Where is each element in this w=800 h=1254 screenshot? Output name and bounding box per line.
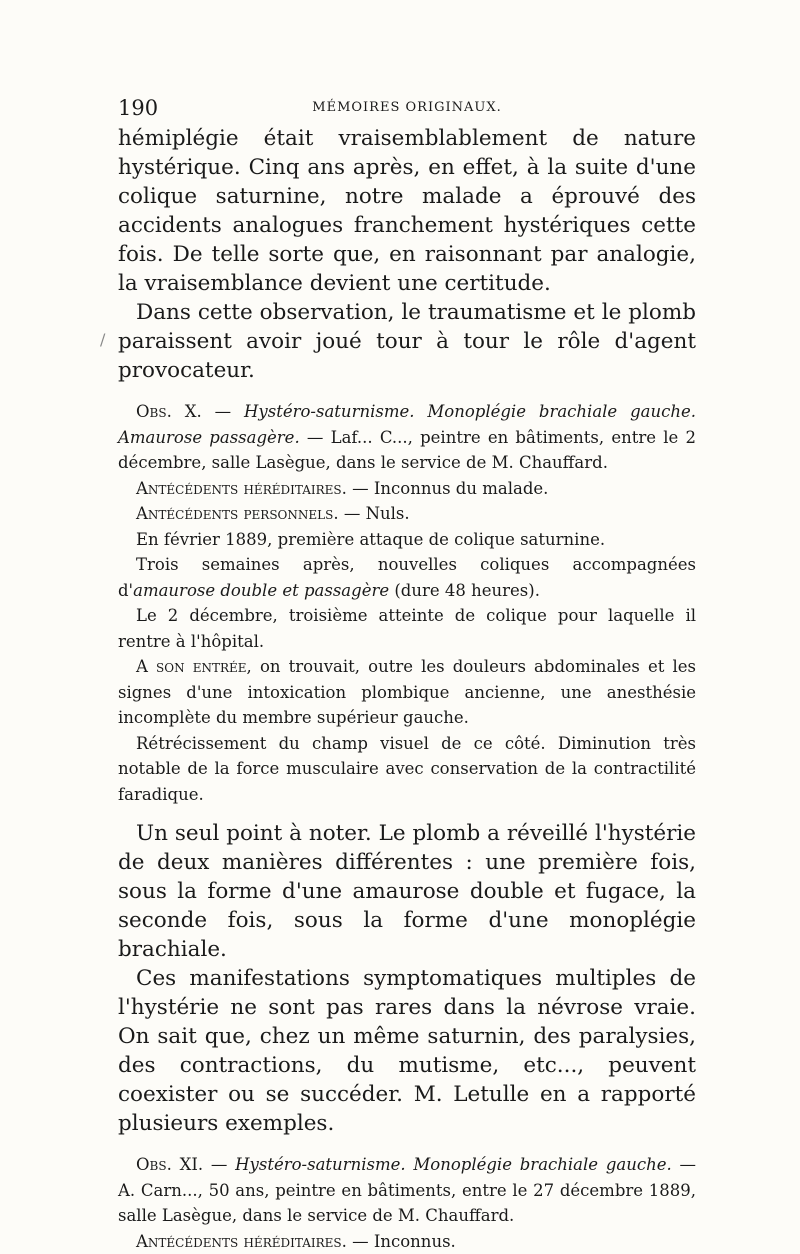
page-number: 190 (118, 96, 158, 120)
observation-x-title: Obs. X. — Hystéro-saturnisme. Monoplégie brachiale gauche. Amaurose passagère. — Laf... C..., peintre en bâtiments, entre le 2 décembre, salle Lasègue, dans le service de M. Chauffard. (118, 399, 696, 476)
page-header (118, 96, 696, 124)
paragraph-manifestations: Ces manifestations symptomatiques multiples de l'hystérie ne sont pas rares dans la névrose vraie. On sait que, chez un même saturnin, des paralysies, des contractions, du mutisme, etc..., peuvent coexister ou se succéder. M. Letulle en a rapporté plusieurs exemples. (118, 964, 696, 1138)
paragraph-seul-point: Un seul point à noter. Le plomb a réveillé l'hystérie de deux manières différentes : une première fois, sous la forme d'une amaurose double et fugace, la seconde fois, sous la forme d'une monoplégie brachiale. (118, 819, 696, 964)
paragraph-traumatisme: Dans cette observation, le traumatisme et le plomb paraissent avoir joué tour à tour le rôle d'agent provocateur. (118, 298, 696, 385)
observation-xi-title: Obs. XI. — Hystéro-saturnisme. Monoplégie brachiale gauche. — A. Carn..., 50 ans, peintre en bâtiments, entre le 27 décembre 1889, salle Lasègue, dans le service de M. Chauffard. (118, 1152, 696, 1229)
observation-x-fevrier: En février 1889, première attaque de colique saturnine. (118, 527, 696, 553)
observation-x-decembre: Le 2 décembre, troisième atteinte de colique pour laquelle il rentre à l'hôpital. (118, 603, 696, 654)
paragraph-continued: hémiplégie était vraisemblablement de nature hystérique. Cinq ans après, en effet, à la suite d'une colique saturnine, notre malade a éprouvé des accidents analogues franchement hystériques cette fois. De telle sorte que, en raisonnant par analogie, la vraisemblance devient une certitude. (118, 124, 696, 298)
running-title: MÉMOIRES ORIGINAUX. (118, 100, 696, 115)
margin-mark: / (100, 330, 105, 349)
observation-x-antecedents-hereditaires: Antécédents héréditaires. — Inconnus du malade. (118, 476, 696, 502)
observation-x-entree: A son entrée, on trouvait, outre les douleurs abdominales et les signes d'une intoxication plombique ancienne, une anesthésie incomplète du membre supérieur gauche. (118, 654, 696, 731)
page (118, 96, 696, 1254)
observation-xi-antecedents-hereditaires: Antécédents héréditaires. — Inconnus. (118, 1229, 696, 1254)
observation-x-trois-semaines: Trois semaines après, nouvelles coliques accompagnées d'amaurose double et passagère (dure 48 heures). (118, 552, 696, 603)
observation-x-retrecissement: Rétrécissement du champ visuel de ce côté. Diminution très notable de la force musculaire avec conservation de la contractilité faradique. (118, 731, 696, 808)
observation-x-antecedents-personnels: Antécédents personnels. — Nuls. (118, 501, 696, 527)
